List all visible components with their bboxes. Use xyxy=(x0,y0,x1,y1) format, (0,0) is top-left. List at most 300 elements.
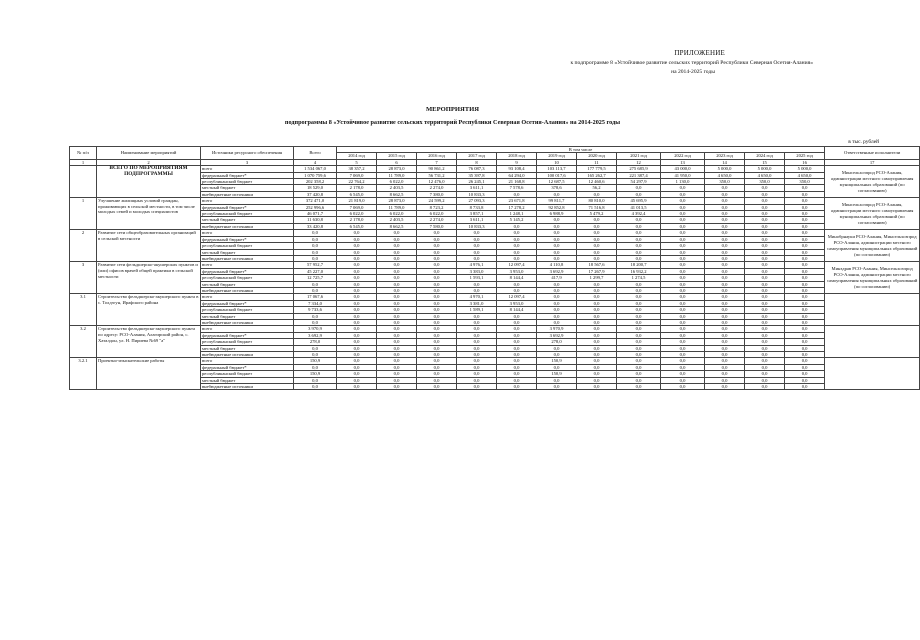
year-value: 0,0 xyxy=(457,352,497,358)
year-value: 0,0 xyxy=(377,243,417,249)
year-value: 0,0 xyxy=(537,243,577,249)
year-value: 0,0 xyxy=(745,384,785,390)
year-value: 8 723,2 xyxy=(417,204,457,210)
year-value: 0,0 xyxy=(337,326,377,332)
total-value: 150,9 xyxy=(294,371,337,377)
funding-source: внебюджетные источники xyxy=(201,223,294,229)
year-value: 0,0 xyxy=(377,384,417,390)
year-value: 0,0 xyxy=(377,371,417,377)
year-value: 0,0 xyxy=(337,345,377,351)
year-value: 0,0 xyxy=(337,300,377,306)
year-value: 0,0 xyxy=(745,255,785,261)
year-value: 6 988,9 xyxy=(537,211,577,217)
total-value: 252 996,6 xyxy=(294,204,337,210)
column-number: 10 xyxy=(537,159,577,165)
year-value: 0,0 xyxy=(705,275,745,281)
year-value: 5 000,0 xyxy=(745,166,785,172)
year-value: 0,0 xyxy=(537,223,577,229)
year-value: 0,0 xyxy=(785,204,825,210)
year-value: 0,0 xyxy=(537,352,577,358)
header-name: Наименование мероприятий xyxy=(97,147,201,160)
year-value: 0,0 xyxy=(497,339,537,345)
year-value: 0,0 xyxy=(457,236,497,242)
year-value: 0,0 xyxy=(705,364,745,370)
year-value: 0,0 xyxy=(377,255,417,261)
year-value: 0,0 xyxy=(745,281,785,287)
year-value: 0,0 xyxy=(457,281,497,287)
year-value: 0,0 xyxy=(497,255,537,261)
responsible-executors xyxy=(825,294,920,326)
year-value: 0,0 xyxy=(745,377,785,383)
year-value: 0,0 xyxy=(417,313,457,319)
funding-source: федеральный бюджет* xyxy=(201,364,294,370)
year-value: 22 764,2 xyxy=(337,179,377,185)
year-value: 165 262,7 xyxy=(577,172,617,178)
year-value: 1 589,1 xyxy=(457,307,497,313)
year-value: 0,0 xyxy=(785,345,825,351)
year-value: 0,0 xyxy=(785,371,825,377)
year-value: 0,0 xyxy=(785,332,825,338)
year-value: 0,0 xyxy=(457,384,497,390)
total-value: 0,0 xyxy=(294,287,337,293)
total-value: 33 420,8 xyxy=(294,223,337,229)
year-value: 0,0 xyxy=(617,377,661,383)
year-value: 0,0 xyxy=(705,307,745,313)
year-value: 0,0 xyxy=(577,364,617,370)
year-value: 0,0 xyxy=(661,243,705,249)
year-value: 0,0 xyxy=(497,281,537,287)
year-value: 0,0 xyxy=(377,300,417,306)
document-subtitle: подпрограммы 8 «Устойчивое развитие сельских территорий Республики Северная Осетия-Алания» на 2014-2025 годы xyxy=(284,119,621,126)
responsible-executors: Минсельхозпрод РСО-Алания, администрации местного самоуправления муниципальных образований (по согласованию) xyxy=(825,198,920,230)
year-value: 6 022,0 xyxy=(377,179,417,185)
year-value: 0,0 xyxy=(705,262,745,268)
year-value: 0,0 xyxy=(617,345,661,351)
year-value: 0,0 xyxy=(785,319,825,325)
year-value: 0,0 xyxy=(577,223,617,229)
year-value: 0,0 xyxy=(577,230,617,236)
year-value: 0,0 xyxy=(537,287,577,293)
year-value: 0,0 xyxy=(337,268,377,274)
year-value: 0,0 xyxy=(577,300,617,306)
year-value: 0,0 xyxy=(377,319,417,325)
year-value: 0,0 xyxy=(705,300,745,306)
year-value: 0,0 xyxy=(337,275,377,281)
year-value: 24 599,2 xyxy=(417,198,457,204)
year-value: 99 811,7 xyxy=(537,198,577,204)
year-value: 0,0 xyxy=(745,275,785,281)
year-value: 0,0 xyxy=(337,262,377,268)
year-value: 0,0 xyxy=(785,339,825,345)
year-value: 0,0 xyxy=(337,339,377,345)
funding-source: внебюджетные источники xyxy=(201,287,294,293)
year-value: 8 662,5 xyxy=(377,191,417,197)
year-value: 0,0 xyxy=(745,364,785,370)
header-year: 2015 год xyxy=(377,153,417,159)
year-value: 1 248,1 xyxy=(497,211,537,217)
year-value: 0,0 xyxy=(337,313,377,319)
year-value: 0,0 xyxy=(457,358,497,364)
year-value: 0,0 xyxy=(785,262,825,268)
year-value: 0,0 xyxy=(577,313,617,319)
year-value: 0,0 xyxy=(417,319,457,325)
year-value: 0,0 xyxy=(745,211,785,217)
year-value: 350,0 xyxy=(705,179,745,185)
year-value: 0,0 xyxy=(577,384,617,390)
year-value: 0,0 xyxy=(745,358,785,364)
total-value: 0,0 xyxy=(294,377,337,383)
funding-source: внебюджетные источники xyxy=(201,352,294,358)
total-value: 150,9 xyxy=(294,358,337,364)
year-value: 0,0 xyxy=(661,300,705,306)
year-value: 0,0 xyxy=(745,243,785,249)
year-value: 0,0 xyxy=(705,326,745,332)
year-value: 6 545,0 xyxy=(337,223,377,229)
year-value: 0,0 xyxy=(537,364,577,370)
total-value: 0,0 xyxy=(294,255,337,261)
year-value: 0,0 xyxy=(577,339,617,345)
year-value: 0,0 xyxy=(705,268,745,274)
column-number: 14 xyxy=(705,159,745,165)
year-value: 0,0 xyxy=(705,223,745,229)
year-value: 11 789,0 xyxy=(377,172,417,178)
year-value: 10 833,3 xyxy=(457,191,497,197)
year-value: 0,0 xyxy=(661,352,705,358)
measure-name: Проектно-изыскательские работы xyxy=(97,358,201,390)
header-year: 2016 год xyxy=(417,153,457,159)
total-value: 0,0 xyxy=(294,236,337,242)
year-value: 18 567,6 xyxy=(577,262,617,268)
year-value: 4 976,1 xyxy=(457,262,497,268)
year-value: 4 650,0 xyxy=(785,172,825,178)
year-value: 0,0 xyxy=(705,294,745,300)
year-value: 0,0 xyxy=(337,255,377,261)
year-value: 3 857,1 xyxy=(457,211,497,217)
year-value: 350,0 xyxy=(745,179,785,185)
year-value: 0,0 xyxy=(337,364,377,370)
year-value: 0,0 xyxy=(417,268,457,274)
year-value: 0,0 xyxy=(785,307,825,313)
year-value: 0,0 xyxy=(745,339,785,345)
year-value: 0,0 xyxy=(785,249,825,255)
year-value: 0,0 xyxy=(497,236,537,242)
column-number: 7 xyxy=(417,159,457,165)
year-value: 0,0 xyxy=(377,268,417,274)
year-value: 0,0 xyxy=(661,371,705,377)
year-value: 5 000,0 xyxy=(785,166,825,172)
year-value: 0,0 xyxy=(457,345,497,351)
year-value: 0,0 xyxy=(705,371,745,377)
year-value: 1 130,0 xyxy=(661,179,705,185)
year-value: 6 022,0 xyxy=(337,211,377,217)
year-value: 150,9 xyxy=(537,358,577,364)
year-value: 0,0 xyxy=(617,255,661,261)
year-value: 0,0 xyxy=(745,332,785,338)
funding-source: всего xyxy=(201,230,294,236)
year-value: 0,0 xyxy=(377,236,417,242)
year-value: 0,0 xyxy=(537,307,577,313)
year-value: 0,0 xyxy=(337,294,377,300)
year-value: 0,0 xyxy=(497,371,537,377)
header-year: 2014 год xyxy=(337,153,377,159)
year-value: 0,0 xyxy=(537,191,577,197)
header-year: 2019 год xyxy=(537,153,577,159)
row-index: 3.2 xyxy=(70,326,97,358)
year-value: 0,0 xyxy=(337,377,377,383)
year-value: 0,0 xyxy=(497,223,537,229)
year-value: 417,9 xyxy=(537,275,577,281)
funding-source: местный бюджет xyxy=(201,281,294,287)
year-value: 0,0 xyxy=(617,364,661,370)
year-value: 0,0 xyxy=(417,352,457,358)
column-number: 6 xyxy=(377,159,417,165)
funding-source: республиканский бюджет xyxy=(201,243,294,249)
year-value: 0,0 xyxy=(377,275,417,281)
year-value: 177 779,5 xyxy=(577,166,617,172)
year-value: 0,0 xyxy=(785,352,825,358)
year-value: 0,0 xyxy=(617,332,661,338)
year-value: 0,0 xyxy=(417,255,457,261)
row-index: 1 xyxy=(70,198,97,230)
year-value: 0,0 xyxy=(377,307,417,313)
year-value: 56,2 xyxy=(577,185,617,191)
total-value: 3 692,9 xyxy=(294,332,337,338)
year-value: 0,0 xyxy=(617,243,661,249)
funding-source: местный бюджет xyxy=(201,377,294,383)
year-value: 0,0 xyxy=(577,249,617,255)
header-index: № п/п xyxy=(70,147,97,160)
funding-source: федеральный бюджет* xyxy=(201,204,294,210)
year-value: 5 145,2 xyxy=(497,217,537,223)
appendix-label: ПРИЛОЖЕНИЕ xyxy=(674,49,725,57)
year-value: 0,0 xyxy=(417,287,457,293)
column-number: 1 xyxy=(70,159,97,165)
funding-source: всего xyxy=(201,326,294,332)
appendix-header xyxy=(0,42,905,60)
year-value: 0,0 xyxy=(617,339,661,345)
year-value: 0,0 xyxy=(705,217,745,223)
year-value: 0,0 xyxy=(785,281,825,287)
year-value: 12 097,4 xyxy=(497,262,537,268)
row-index: 2 xyxy=(70,230,97,262)
measures-table xyxy=(69,146,920,390)
year-value: 0,0 xyxy=(337,287,377,293)
year-value: 3 383,0 xyxy=(457,268,497,274)
year-value: 0,0 xyxy=(661,326,705,332)
total-value: 0,0 xyxy=(294,319,337,325)
year-value: 7 580,0 xyxy=(417,223,457,229)
year-value: 0,0 xyxy=(497,191,537,197)
year-value: 6 545,0 xyxy=(337,191,377,197)
year-value: 0,0 xyxy=(497,345,537,351)
year-value: 0,0 xyxy=(377,377,417,383)
year-value: 0,0 xyxy=(417,262,457,268)
year-value: 54 297,9 xyxy=(617,179,661,185)
year-value: 0,0 xyxy=(785,287,825,293)
funding-source: республиканский бюджет xyxy=(201,211,294,217)
year-value: 5 479,2 xyxy=(577,211,617,217)
year-value: 0,0 xyxy=(745,230,785,236)
column-number: 4 xyxy=(294,159,337,165)
year-value: 4 650,0 xyxy=(745,172,785,178)
column-number: 12 xyxy=(617,159,661,165)
header-year: 2022 год xyxy=(661,153,705,159)
column-number: 2 xyxy=(97,159,201,165)
year-value: 0,0 xyxy=(417,230,457,236)
total-value: 278,0 xyxy=(294,339,337,345)
year-value: 8 733,8 xyxy=(457,204,497,210)
year-value: 0,0 xyxy=(537,300,577,306)
total-value: 0,0 xyxy=(294,313,337,319)
funding-source: федеральный бюджет* xyxy=(201,300,294,306)
year-value: 0,0 xyxy=(497,287,537,293)
funding-source: местный бюджет xyxy=(201,345,294,351)
year-value: 8 662,5 xyxy=(377,223,417,229)
year-value: 0,0 xyxy=(537,230,577,236)
year-value: 0,0 xyxy=(537,319,577,325)
year-value: 0,0 xyxy=(661,294,705,300)
year-value: 0,0 xyxy=(337,243,377,249)
year-value: 0,0 xyxy=(785,185,825,191)
total-value: 9 733,6 xyxy=(294,307,337,313)
year-value: 1 299,7 xyxy=(577,275,617,281)
year-value: 90 861,2 xyxy=(417,166,457,172)
year-value: 28 873,0 xyxy=(377,198,417,204)
year-value: 0,0 xyxy=(377,326,417,332)
year-value: 0,0 xyxy=(661,236,705,242)
total-value: 0,0 xyxy=(294,243,337,249)
year-value: 0,0 xyxy=(617,230,661,236)
year-value: 0,0 xyxy=(745,217,785,223)
year-value: 0,0 xyxy=(337,371,377,377)
total-value: 0,0 xyxy=(294,352,337,358)
year-value: 0,0 xyxy=(705,204,745,210)
year-value: 350,0 xyxy=(785,179,825,185)
year-value: 71 516,8 xyxy=(577,204,617,210)
year-value: 45 695,9 xyxy=(617,198,661,204)
funding-source: федеральный бюджет* xyxy=(201,172,294,178)
responsible-executors xyxy=(825,358,920,390)
funding-source: республиканский бюджет xyxy=(201,275,294,281)
column-number: 15 xyxy=(745,159,785,165)
year-value: 0,0 xyxy=(617,287,661,293)
year-value: 0,0 xyxy=(537,384,577,390)
year-value: 0,0 xyxy=(337,319,377,325)
year-value: 0,0 xyxy=(617,352,661,358)
year-value: 0,0 xyxy=(785,236,825,242)
year-value: 0,0 xyxy=(417,243,457,249)
year-value: 0,0 xyxy=(745,313,785,319)
year-value: 0,0 xyxy=(705,358,745,364)
year-value: 41 950,0 xyxy=(661,172,705,178)
year-value: 0,0 xyxy=(577,255,617,261)
measure-name: Строительство фельдшерско-акушерского пункта по адресу: РСО-Алания, Алагирский район, с. Хаталдон, ул. Н. Пириева №69 "а" xyxy=(97,326,201,358)
year-value: 0,0 xyxy=(745,345,785,351)
header-year: 2025 год xyxy=(785,153,825,159)
year-value: 0,0 xyxy=(661,319,705,325)
year-value: 0,0 xyxy=(537,345,577,351)
year-value: 0,0 xyxy=(745,198,785,204)
year-value: 0,0 xyxy=(577,358,617,364)
year-value: 0,0 xyxy=(745,326,785,332)
year-value: 0,0 xyxy=(457,255,497,261)
year-value: 0,0 xyxy=(785,358,825,364)
year-value: 0,0 xyxy=(705,281,745,287)
year-value: 0,0 xyxy=(785,211,825,217)
year-value: 0,0 xyxy=(785,313,825,319)
funding-source: республиканский бюджет xyxy=(201,307,294,313)
year-value: 0,0 xyxy=(661,211,705,217)
year-value: 23 671,8 xyxy=(497,198,537,204)
year-value: 0,0 xyxy=(661,384,705,390)
year-value: 0,0 xyxy=(661,262,705,268)
year-value: 3 381,0 xyxy=(457,300,497,306)
year-value: 0,0 xyxy=(745,236,785,242)
year-value: 0,0 xyxy=(785,268,825,274)
year-value: 0,0 xyxy=(785,223,825,229)
year-value: 0,0 xyxy=(577,371,617,377)
year-value: 0,0 xyxy=(497,313,537,319)
year-value: 0,0 xyxy=(537,249,577,255)
year-value: 0,0 xyxy=(617,313,661,319)
year-value: 0,0 xyxy=(497,358,537,364)
year-value: 0,0 xyxy=(457,332,497,338)
year-value: 0,0 xyxy=(617,223,661,229)
year-value: 0,0 xyxy=(377,339,417,345)
funding-source: федеральный бюджет* xyxy=(201,236,294,242)
year-value: 0,0 xyxy=(497,364,537,370)
year-value: 0,0 xyxy=(745,223,785,229)
year-value: 0,0 xyxy=(377,249,417,255)
year-value: 0,0 xyxy=(745,300,785,306)
year-value: 0,0 xyxy=(377,364,417,370)
responsible-executors: Минобрнауки РСО-Алания, Минсельхозпрод РСО-Алания, администрации местного самоуправления муниципальных образований (по согласованию) xyxy=(825,230,920,262)
year-value: 2 274,0 xyxy=(417,217,457,223)
year-value: 12 687,5 xyxy=(537,179,577,185)
year-value: 0,0 xyxy=(785,364,825,370)
funding-source: федеральный бюджет* xyxy=(201,332,294,338)
funding-source: внебюджетные источники xyxy=(201,255,294,261)
year-value: 10 833,3 xyxy=(457,223,497,229)
year-value: 0,0 xyxy=(705,191,745,197)
year-value: 8 144,4 xyxy=(497,275,537,281)
funding-source: республиканский бюджет xyxy=(201,179,294,185)
year-value: 0,0 xyxy=(745,352,785,358)
responsible-executors: Минсельхозпрод РСО-Алания, администрации местного самоуправления муниципальных образований (по согласованию) xyxy=(825,166,920,198)
year-value: 0,0 xyxy=(377,345,417,351)
year-value: 3 692,9 xyxy=(537,268,577,274)
year-value: 0,0 xyxy=(417,307,457,313)
responsible-executors: Минздрав РСО-Алания, Минсельхозпрод РСО-Алания, администрации местного самоуправления муниципальных образований (по согласованию) xyxy=(825,262,920,294)
header-year: 2023 год xyxy=(705,153,745,159)
year-value: 76 087,3 xyxy=(457,166,497,172)
year-value: 0,0 xyxy=(577,326,617,332)
year-value: 0,0 xyxy=(457,287,497,293)
total-value: 372 471,0 xyxy=(294,198,337,204)
total-value: 0,0 xyxy=(294,345,337,351)
funding-source: местный бюджет xyxy=(201,217,294,223)
year-value: 0,0 xyxy=(497,249,537,255)
year-value: 1 274,5 xyxy=(617,275,661,281)
funding-source: всего xyxy=(201,358,294,364)
column-number: 5 xyxy=(337,159,377,165)
header-year: 2020 год xyxy=(577,153,617,159)
year-value: 0,0 xyxy=(785,217,825,223)
column-number: 9 xyxy=(497,159,537,165)
total-value: 45 227,0 xyxy=(294,268,337,274)
year-value: 0,0 xyxy=(785,230,825,236)
year-value: 0,0 xyxy=(617,294,661,300)
